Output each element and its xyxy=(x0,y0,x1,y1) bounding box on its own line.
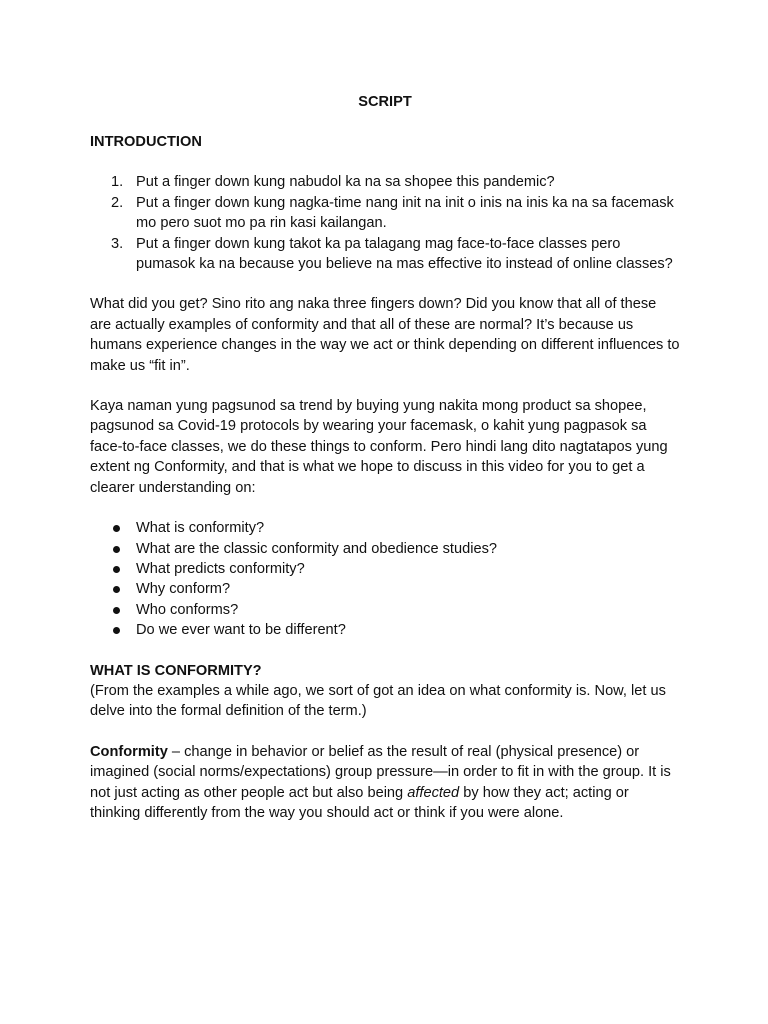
list-item-text: Put a finger down kung nagka-time nang init na init o inis na inis ka na sa facemask mo pero suot mo pa rin kasi kailangan. xyxy=(136,194,674,232)
questions-list xyxy=(90,518,680,640)
list-item xyxy=(90,600,680,620)
what-is-conformity-heading: WHAT IS CONFORMITY? xyxy=(90,662,262,679)
list-item-text: What predicts conformity? xyxy=(136,560,305,577)
list-item xyxy=(90,172,680,192)
introduction-list xyxy=(90,172,680,274)
list-item xyxy=(90,559,680,579)
list-item-text: What are the classic conformity and obedience studies? xyxy=(136,540,497,557)
conformity-definition xyxy=(90,742,680,824)
paragraph-examples-explanation: What did you get? Sino rito ang naka three fingers down? Did you know that all of these are actually examples of conformity and that all of these are normal? It’s because us humans experience changes in the way we act or think depending on different influences to make us “fit in”. xyxy=(90,296,680,374)
document-page xyxy=(90,92,680,823)
list-item-text: What is conformity? xyxy=(136,520,265,537)
list-item xyxy=(90,518,680,538)
bullet-icon xyxy=(113,607,120,614)
bullet-icon xyxy=(113,546,120,553)
bullet-icon xyxy=(113,627,120,634)
list-number: 2. xyxy=(111,194,124,211)
document-title: SCRIPT xyxy=(358,94,412,110)
list-number: 1. xyxy=(111,174,124,191)
bullet-icon xyxy=(113,525,120,532)
bullet-icon xyxy=(113,566,120,573)
definition-text-part-2: by how they act; acting or thinking differently from the way you should act or think if you were alone. xyxy=(90,784,629,821)
list-item-text: Do we ever want to be different? xyxy=(136,622,346,639)
definition-emphasis: affected xyxy=(407,784,460,801)
list-item xyxy=(90,620,680,640)
list-item-text: Put a finger down kung nabudol ka na sa shopee this pandemic? xyxy=(136,174,555,191)
definition-text-part-1: – change in behavior or belief as the result of real (physical presence) or imagined (social norms/expectations) group pressure—in order to fit in with the group. It is not just acting as other people act but also being xyxy=(90,743,671,801)
list-item xyxy=(90,193,680,234)
list-item-text: Put a finger down kung takot ka pa talagang mag face-to-face classes pero pumasok ka na because you believe na mas effective ito instead of online classes? xyxy=(136,235,673,273)
list-item-text: Why conform? xyxy=(136,581,231,598)
list-item xyxy=(90,234,680,275)
list-item xyxy=(90,579,680,599)
list-number: 3. xyxy=(111,235,124,252)
paragraph-video-overview: Kaya naman yung pagsunod sa trend by buying yung nakita mong product sa shopee, pagsunod sa Covid-19 protocols by wearing your facemask, o kahit yung pagpasok sa face-to-face classes, we do these things to conform. Pero hindi lang dito nagtatapos yung extent ng Conformity, and that is what we hope to discuss in this video for you to get a clearer understanding on: xyxy=(90,398,668,496)
list-item xyxy=(90,539,680,559)
list-item-text: Who conforms? xyxy=(136,601,239,618)
what-is-conformity-intro: (From the examples a while ago, we sort of got an idea on what conformity is. Now, let us delve into the formal definition of the term.) xyxy=(90,682,666,720)
introduction-heading: INTRODUCTION xyxy=(90,134,202,150)
bullet-icon xyxy=(113,586,120,593)
definition-term: Conformity xyxy=(90,743,168,760)
